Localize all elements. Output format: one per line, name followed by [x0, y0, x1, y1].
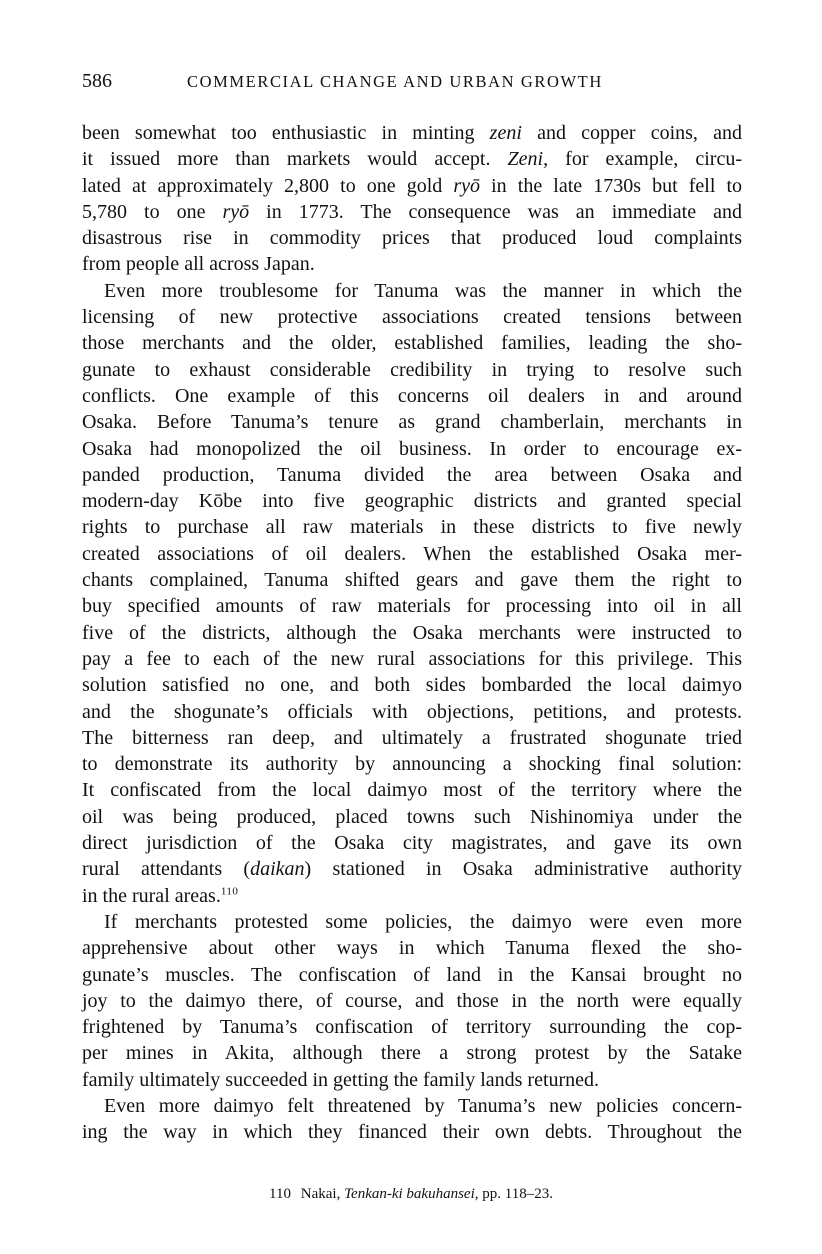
text-line — [82, 173, 742, 199]
text-line — [82, 725, 742, 751]
text-segment: gunate to exhaust considerable credibility in trying to resolve such — [82, 358, 742, 381]
text-segment: rights to purchase all raw materials in these districts to five newly — [82, 516, 742, 539]
text-line — [82, 909, 742, 935]
text-segment: direct jurisdiction of the Osaka city magistrates, and gave its own — [82, 832, 742, 855]
running-head — [82, 70, 742, 100]
text-segment: licensing of new protective associations created tensions between — [82, 306, 742, 329]
text-line — [82, 146, 742, 172]
text-segment: in the late 1730s but fell to — [480, 174, 743, 197]
text-line — [82, 646, 742, 672]
text-segment: buy specified amounts of raw materials for processing into oil in all — [82, 595, 742, 618]
text-line — [82, 251, 742, 277]
footnote-number: 110 — [269, 1186, 291, 1202]
text-line — [82, 830, 742, 856]
body-text — [82, 120, 742, 1146]
text-segment: ing the way in which they financed their own debts. Throughout the — [82, 1121, 742, 1144]
text-line — [82, 1067, 742, 1093]
text-segment: created associations of oil dealers. When the established Osaka mer- — [82, 542, 742, 565]
text-line — [82, 120, 742, 146]
text-segment: for example, circu- — [548, 148, 743, 171]
text-line — [82, 1119, 742, 1145]
text-line — [82, 751, 742, 777]
italic-term: daikan — [250, 858, 305, 881]
text-line — [82, 199, 742, 225]
text-segment: Osaka had monopolized the oil business. In order to encourage ex- — [82, 437, 742, 460]
text-line — [82, 672, 742, 698]
text-segment: It confiscated from the local daimyo most of the territory where the — [82, 779, 742, 802]
text-segment: rural attendants ( — [82, 858, 251, 881]
text-line — [82, 225, 742, 251]
text-segment: oil was being produced, placed towns such Nishinomiya under the — [82, 805, 742, 828]
text-segment: apprehensive about other ways in which Tanuma flexed the sho- — [82, 937, 742, 960]
footnote-pages: pp. 118–23. — [482, 1186, 553, 1202]
italic-term: Zeni, — [507, 148, 549, 171]
footnote — [0, 1186, 822, 1203]
text-segment: five of the districts, although the Osaka merchants were instructed to — [82, 621, 742, 644]
text-segment: gunate’s muscles. The confiscation of land in the Kansai brought no — [82, 963, 742, 986]
text-segment: chants complained, Tanuma shifted gears and gave them the right to — [82, 569, 742, 592]
text-segment: If merchants protested some policies, the daimyo were even more — [104, 910, 742, 933]
text-line — [82, 699, 742, 725]
text-segment: family ultimately succeeded in getting the family lands returned. — [82, 1068, 600, 1091]
text-line — [82, 541, 742, 567]
text-line — [82, 620, 742, 646]
italic-term: ryō — [222, 200, 250, 223]
text-line — [82, 357, 742, 383]
text-line — [82, 304, 742, 330]
text-segment: and copper coins, and — [521, 122, 742, 144]
text-line — [82, 278, 742, 304]
text-segment: to demonstrate its authority by announcing a shocking final solution: — [82, 753, 742, 776]
footnote-reference: 110 — [220, 884, 239, 897]
text-segment: conflicts. One example of this concerns oil dealers in and around — [82, 384, 742, 407]
text-line — [82, 514, 742, 540]
text-line — [82, 935, 742, 961]
text-segment: The bitterness ran deep, and ultimately a frustrated shogunate tried — [82, 726, 742, 749]
text-line — [82, 436, 742, 462]
text-segment: Even more daimyo felt threatened by Tanuma’s new policies concern- — [104, 1094, 742, 1117]
text-segment: disastrous rise in commodity prices that produced loud complaints — [82, 227, 742, 250]
text-line — [82, 777, 742, 803]
text-segment: joy to the daimyo there, of course, and those in the north were equally — [82, 989, 742, 1012]
text-line — [82, 1093, 742, 1119]
text-segment: panded production, Tanuma divided the area between Osaka and — [82, 463, 742, 486]
footnote-title: Tenkan-ki bakuhansei, — [344, 1186, 479, 1202]
text-line — [82, 488, 742, 514]
text-segment: Even more troublesome for Tanuma was the manner in which the — [104, 279, 742, 302]
text-line — [82, 462, 742, 488]
running-title: COMMERCIAL CHANGE AND URBAN GROWTH — [187, 72, 603, 91]
text-line — [82, 1014, 742, 1040]
text-line — [82, 856, 742, 882]
text-segment: per mines in Akita, although there a strong protest by the Satake — [82, 1042, 742, 1065]
text-segment: pay a fee to each of the new rural associations for this privilege. This — [82, 647, 742, 670]
text-line — [82, 409, 742, 435]
text-segment: and the shogunate’s officials with objections, petitions, and protests. — [82, 700, 742, 723]
text-segment: solution satisfied no one, and both sides bombarded the local daimyo — [82, 674, 742, 697]
text-segment: Osaka. Before Tanuma’s tenure as grand chamberlain, merchants in — [82, 411, 742, 434]
text-segment: those merchants and the older, established families, leading the sho- — [82, 332, 742, 355]
text-line — [82, 1040, 742, 1066]
text-line — [82, 988, 742, 1014]
text-segment: ) stationed in Osaka administrative authority — [304, 858, 743, 881]
text-segment: it issued more than markets would accept. — [82, 148, 508, 171]
italic-term: zeni — [489, 122, 522, 144]
text-line — [82, 804, 742, 830]
text-segment: in 1773. The consequence was an immediate and — [249, 200, 742, 223]
text-line — [82, 330, 742, 356]
text-segment: from people all across Japan. — [82, 253, 315, 276]
text-segment: been somewhat too enthusiastic in minting — [82, 122, 490, 144]
text-line — [82, 883, 742, 909]
text-line — [82, 383, 742, 409]
text-line — [82, 962, 742, 988]
text-line — [82, 567, 742, 593]
text-line — [82, 593, 742, 619]
page-number: 586 — [82, 70, 112, 92]
text-segment: modern-day Kōbe into five geographic districts and granted special — [82, 490, 742, 513]
text-segment: 5,780 to one — [82, 200, 223, 223]
text-segment: frightened by Tanuma’s confiscation of territory surrounding the cop- — [82, 1016, 742, 1039]
text-segment: lated at approximately 2,800 to one gold — [82, 174, 454, 197]
text-segment: in the rural areas. — [82, 884, 221, 907]
footnote-author: Nakai, — [300, 1186, 341, 1202]
italic-term: ryō — [453, 174, 481, 197]
